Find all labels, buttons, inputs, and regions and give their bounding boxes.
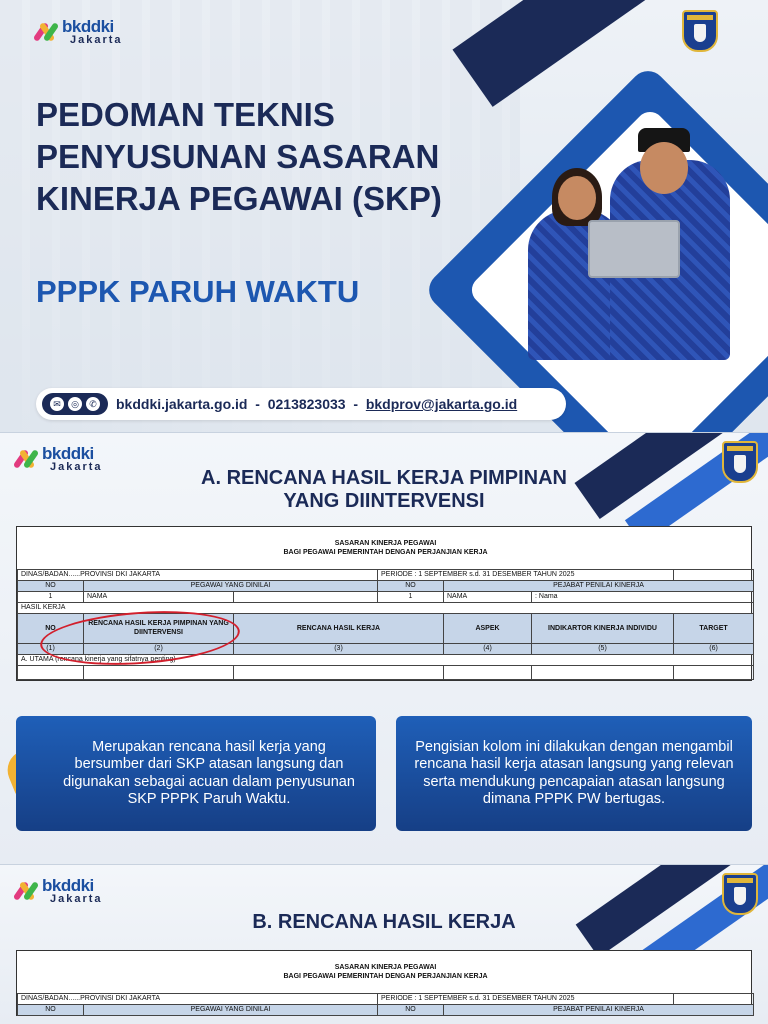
hasil-kerja-label: HASIL KERJA <box>18 602 754 613</box>
email-link[interactable]: bkdprov@jakarta.go.id <box>365 396 518 412</box>
phone-icon: ✆ <box>86 397 100 411</box>
utama-label: A. UTAMA (rencana kinerja yang sifatnya penting) <box>18 654 754 665</box>
col-no: NO <box>18 580 84 591</box>
bkddki-logo-icon <box>36 21 58 43</box>
col-rhk-pimpinan: RENCANA HASIL KERJA PIMPINAN YANG DIINTERVENSI <box>84 613 234 643</box>
employees-photo <box>500 110 740 360</box>
col-no: NO <box>18 613 84 643</box>
num-cell: (6) <box>674 643 754 654</box>
main-subtitle: PPPK PARUH WAKTU <box>36 274 360 309</box>
col-aspek: ASPEK <box>444 613 532 643</box>
col-pegawai: PEGAWAI YANG DINILAI <box>84 1004 378 1015</box>
section-a-title-line1: A. RENCANA HASIL KERJA PIMPINAN <box>201 467 567 489</box>
form-periode: PERIODE : 1 SEPTEMBER s.d. 31 DESEMBER TAHUN 2025 <box>378 993 674 1004</box>
col-pegawai: PEGAWAI YANG DINILAI <box>84 580 378 591</box>
cell-nama: NAMA <box>444 591 532 602</box>
logo-word: bkddki <box>42 444 94 463</box>
separator: - <box>353 396 359 412</box>
cell-nama-value: : Nama <box>532 591 754 602</box>
cell-nama: NAMA <box>84 591 234 602</box>
form-dinas: DINAS/BADAN......PROVINSI DKI JAKARTA <box>18 569 378 580</box>
contact-bar <box>36 388 566 420</box>
jakarta-emblem-icon <box>682 10 718 52</box>
callout-right: Pengisian kolom ini dilakukan dengan mengambil rencana hasil kerja atasan langsung yang relevan serta mendukung pencapaian atasan langsung dimana PPPK PW bertugas. <box>396 716 752 831</box>
col-target: TARGET <box>674 613 754 643</box>
cover-slide <box>0 0 768 432</box>
skp-form-b <box>16 950 752 1016</box>
col-pejabat: PEJABAT PENILAI KINERJA <box>444 580 754 591</box>
website-link[interactable]: bkddki.jakarta.go.id <box>116 396 248 412</box>
jakarta-emblem-icon <box>722 873 758 915</box>
num-cell: (4) <box>444 643 532 654</box>
section-a-title <box>0 467 768 513</box>
num-cell: (2) <box>84 643 234 654</box>
cell-no: 1 <box>378 591 444 602</box>
logo-word: bkddki <box>62 17 114 36</box>
section-b-title: B. RENCANA HASIL KERJA <box>252 911 516 933</box>
bkddki-logo <box>36 18 123 46</box>
form-heading: SASARAN KINERJA PEGAWAI <box>334 963 437 971</box>
col-pejabat: PEJABAT PENILAI KINERJA <box>444 1004 754 1015</box>
logo-city: Jakarta <box>50 461 103 473</box>
bkddki-logo-icon <box>16 880 38 902</box>
col-no: NO <box>378 580 444 591</box>
mail-icon: ✉ <box>50 397 64 411</box>
col-no: NO <box>18 1004 84 1015</box>
logo-word: bkddki <box>42 876 94 895</box>
globe-icon: ◎ <box>68 397 82 411</box>
form-heading: SASARAN KINERJA PEGAWAI <box>334 539 437 547</box>
bkddki-logo <box>16 877 103 905</box>
laptop-icon <box>588 220 680 278</box>
col-rhk: RENCANA HASIL KERJA <box>234 613 444 643</box>
num-cell: (3) <box>234 643 444 654</box>
separator: - <box>255 396 260 412</box>
section-a-title-line2: YANG DIINTERVENSI <box>283 490 485 512</box>
form-dinas: DINAS/BADAN......PROVINSI DKI JAKARTA <box>18 993 378 1004</box>
cell-no: 1 <box>18 591 84 602</box>
col-indikator: INDIKARTOR KINERJA INDIVIDU <box>532 613 674 643</box>
callout-left: Merupakan rencana hasil kerja yang bersumber dari SKP atasan langsung dan digunakan sebagai acuan dalam penyusunan SKP PPPK Paruh Waktu. <box>16 716 376 831</box>
main-title: PEDOMAN TEKNIS PENYUSUNAN SASARAN KINERJA PEGAWAI (SKP) <box>36 96 442 217</box>
form-subheading: BAGI PEGAWAI PEMERINTAH DENGAN PERJANJIAN KERJA <box>283 548 488 556</box>
decor-stripe <box>452 0 768 107</box>
logo-city: Jakarta <box>50 893 103 905</box>
phone-number: 0213823033 <box>267 396 346 412</box>
col-no: NO <box>378 1004 444 1015</box>
form-periode: PERIODE : 1 SEPTEMBER s.d. 31 DESEMBER TAHUN 2025 <box>378 569 674 580</box>
num-cell: (5) <box>532 643 674 654</box>
form-subheading: BAGI PEGAWAI PEMERINTAH DENGAN PERJANJIAN KERJA <box>283 972 488 980</box>
logo-city: Jakarta <box>70 34 123 46</box>
num-cell: (1) <box>18 643 84 654</box>
